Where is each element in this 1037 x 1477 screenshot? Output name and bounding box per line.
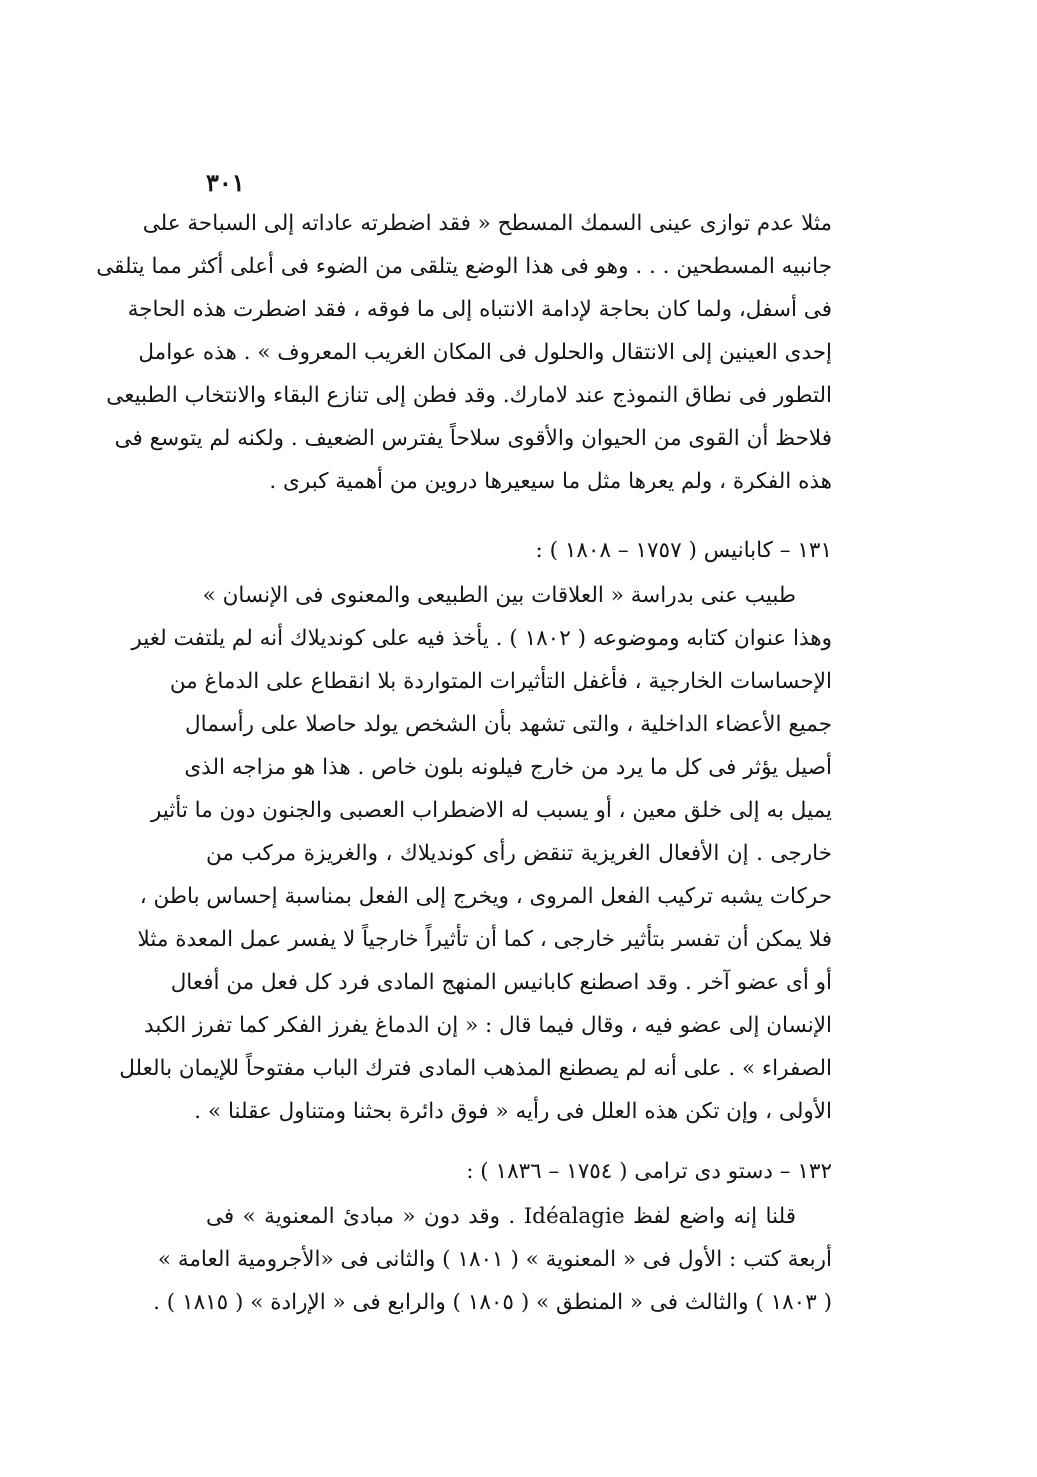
text-line: وهذا عنوان كتابه وموضوعه ( ١٨٠٢ ) . يأخذ فيه على كونديلاك أنه لم يلتفت لغير (131, 626, 832, 651)
text-line: إحدى العينين إلى الانتقال والحلول فى المكان الغريب المعروف » . هذه عوامل (138, 340, 832, 365)
text-line: طبيب عنى بدراسة « العلاقات بين الطبيعى والمعنوى فى الإنسان » (202, 583, 796, 608)
text-line: هذه الفكرة ، ولم يعرها مثل ما سيعيرها دروين من أهمية كبرى . (269, 469, 832, 494)
text-line: فلاحظ أن القوى من الحيوان والأقوى سلاحاً يفترس الضعيف . ولكنه لم يتوسع فى (114, 426, 832, 451)
text-line: ( ١٨٠٣ ) والثالث فى « المنطق » ( ١٨٠٥ ) والرابع فى « الإرادة » ( ١٨١٥ ) . (153, 1290, 832, 1315)
text-line: الإنسان إلى عضو فيه ، وقال فيما قال : « إن الدماغ يفرز الفكر كما تفرز الكبد (144, 1013, 832, 1038)
text-line: خارجى . إن الأفعال الغريزية تنقض رأى كونديلاك ، والغريزة مركب من (206, 841, 832, 866)
text-line: فلا يمكن أن تفسر بتأثير خارجى ، كما أن تأثيراً خارجياً لا يفسر عمل المعدة مثلا (137, 927, 832, 952)
text-line: الأولى ، وإن تكن هذه العلل فى رأيه « فوق دائرة بحثنا ومتناول عقلنا » . (194, 1099, 832, 1124)
text-line: أربعة كتب : الأول فى « المعنوية » ( ١٨٠١ ) والثانى فى «الأجرومية العامة » (157, 1247, 832, 1272)
paragraph-destutt-de-tracy (153, 1195, 832, 1324)
paragraph-lamarck-continuation (96, 202, 832, 503)
text-line: يميل به إلى خلق معين ، أو يسبب له الاضطراب العصبى والجنون دون ما تأثير (150, 798, 832, 823)
text-line: أو أى عضو آخر . وقد اصطنع كابانيس المنهج المادى فرد كل فعل من أفعال (170, 970, 832, 995)
page-number: ٣٠١ (206, 168, 245, 197)
text-line: الإحساسات الخارجية ، فأغفل التأثيرات المتواردة بلا انقطاع على الدماغ من (169, 669, 832, 694)
section-heading-132: ١٣٢ – دستو دى ترامى ( ١٧٥٤ – ١٨٣٦ ) : (466, 1159, 832, 1184)
section-heading-131: ١٣١ – كابانيس ( ١٧٥٧ – ١٨٠٨ ) : (535, 538, 832, 563)
text-line: مثلا عدم توازى عينى السمك المسطح « فقد اضطرته عاداته إلى السباحة على (142, 211, 832, 236)
text-line: التطور فى نطاق النموذج عند لامارك. وقد فطن إلى تنازع البقاء والانتخاب الطبيعى (106, 383, 832, 408)
text-line: حركات يشبه تركيب الفعل المروى ، ويخرج إلى الفعل بمناسبة إحساس باطن ، (139, 884, 832, 909)
text-line: أصيل يؤثر فى كل ما يرد من خارج فيلونه بلون خاص . هذا هو مزاجه الذى (184, 755, 832, 780)
text-line: قلنا إنه واضع لفظ Idéalagie . وقد دون « مبادئ المعنوية » فى (206, 1204, 796, 1229)
text-line: جانبيه المسطحين . . . وهو فى هذا الوضع يتلقى من الضوء فى أعلى أكثر مما يتلقى (96, 254, 832, 279)
text-line: الصفراء » . على أنه لم يصطنع المذهب المادى فترك الباب مفتوحاً للإيمان بالعلل (119, 1056, 832, 1081)
text-line: جميع الأعضاء الداخلية ، والتى تشهد بأن الشخص يولد حاصلا على رأسمال (185, 712, 832, 737)
text-line: فى أسفل، ولما كان بحاجة لإدامة الانتباه إلى ما فوقه ، فقد اضطرت هذه الحاجة (127, 297, 832, 322)
paragraph-cabanis (119, 574, 832, 1133)
